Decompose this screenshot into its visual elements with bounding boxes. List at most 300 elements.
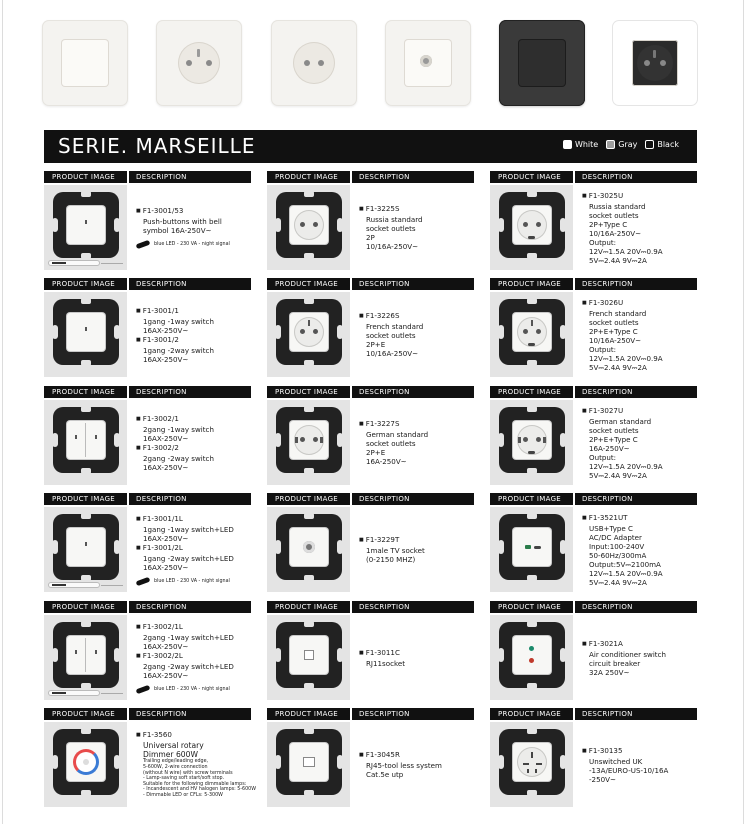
- product-code: ■ F1-3027U: [582, 406, 700, 417]
- led-note-text: blue LED - 230 VA - night signal: [154, 242, 230, 247]
- indicator-icon: [95, 650, 97, 654]
- usb-a-port-icon: [525, 545, 531, 549]
- description-header: DESCRIPTION: [359, 710, 410, 718]
- mounting-frame: [53, 622, 119, 688]
- frame-notch: [304, 683, 314, 689]
- frame-ear: [337, 218, 343, 232]
- earth-clip-icon: [543, 437, 546, 443]
- device-module: [67, 636, 105, 674]
- frame-ear: [52, 218, 58, 232]
- led-note-text: blue LED - 230 VA - night signal: [154, 578, 230, 584]
- spec-note: Trailing edge/leading edge,: [143, 759, 209, 765]
- usb-c-port-icon: [534, 546, 541, 549]
- description-header: DESCRIPTION: [136, 388, 187, 396]
- cell-header: [490, 171, 697, 183]
- frame-notch: [304, 191, 314, 197]
- frame-ear: [560, 325, 566, 339]
- product-cell: [490, 386, 697, 480]
- mounting-frame: [53, 407, 119, 473]
- frame-notch: [304, 360, 314, 366]
- spec-line: 5V⎓2.4A 9V⎓2A: [589, 362, 647, 372]
- spec-line: Cat.5e utp: [366, 770, 404, 779]
- spec-note: - Dimmable LED or CFLs: 5-300W: [143, 792, 223, 798]
- device-module: [290, 206, 328, 244]
- frame-ear: [560, 648, 566, 662]
- spec-line: 2P+E: [366, 340, 386, 349]
- device-module: [513, 206, 551, 244]
- spec-line: 10/16A-250V~: [366, 349, 419, 358]
- spec-line: -13A/EURO-US-10/16A: [589, 765, 669, 775]
- description-header: DESCRIPTION: [359, 603, 410, 611]
- frame-ear: [52, 648, 58, 662]
- product-description: [582, 722, 700, 807]
- product-code: ■ F1-3026U: [582, 298, 700, 309]
- product-cell: [490, 601, 697, 677]
- product-description: [582, 615, 700, 700]
- mounting-frame: [499, 192, 565, 258]
- frame-ear: [498, 648, 504, 662]
- product-code: ■ F1-3021A: [582, 639, 700, 650]
- led-cable: [48, 582, 100, 588]
- product-image-header: PRODUCT IMAGE: [267, 386, 352, 398]
- spec-line: 12V⎓1.5A 20V⎓0.9A: [589, 246, 663, 256]
- spec-line: 2P+Type C: [589, 219, 628, 229]
- spec-line: Universal rotary: [143, 741, 204, 751]
- right-border: [743, 0, 744, 824]
- spec-line: 1gang -1way switch: [143, 316, 214, 326]
- socket-icon: [294, 317, 324, 347]
- frame-ear: [52, 755, 58, 769]
- product-image: [490, 292, 573, 377]
- frame-ear: [52, 325, 58, 339]
- socket-hole-icon: [536, 222, 541, 227]
- product-code: ■ F1-3226S: [359, 311, 477, 322]
- spec-line: 1male TV socket: [366, 546, 425, 555]
- frame-notch: [81, 468, 91, 474]
- device-module: [67, 421, 105, 459]
- product-code: ■ F1-3225S: [359, 204, 477, 215]
- spec-line: 1gang -1way switch+LED: [143, 524, 234, 534]
- spec-line: French standard: [589, 308, 647, 318]
- spec-line: symbol 16A-250V~: [143, 226, 212, 235]
- frame-ear: [114, 540, 120, 554]
- spec-line: socket outlets: [589, 210, 639, 220]
- frame-ear: [498, 218, 504, 232]
- led-plug-icon: [136, 240, 151, 249]
- product-image: [44, 615, 127, 700]
- spec-line: German standard: [589, 416, 652, 426]
- product-image: [490, 185, 573, 270]
- spec-line: Input:100-240V: [589, 541, 645, 551]
- product-cell: [267, 278, 474, 358]
- spec-line: Push-buttons with bell: [143, 217, 222, 226]
- spec-line: 16AX-250V~: [143, 433, 189, 443]
- device-module: [290, 313, 328, 351]
- spec-line: 2gang -1way switch: [143, 424, 214, 434]
- spec-line: 50-60Hz/300mA: [589, 550, 647, 560]
- spec-line: 5V⎓2.4A 9V⎓2A: [589, 255, 647, 265]
- spec-line: 5V⎓2.4A 9V⎓2A: [589, 577, 647, 587]
- spec-note: (without N wire) with screw terminals: [143, 770, 233, 776]
- product-image-header: PRODUCT IMAGE: [490, 171, 575, 183]
- product-description: [359, 400, 477, 485]
- product-code: ■ F1-3025U: [582, 191, 700, 202]
- socket-slot-icon: [531, 752, 533, 758]
- mounting-frame: [276, 299, 342, 365]
- product-description: [582, 185, 700, 270]
- product-image-header: PRODUCT IMAGE: [490, 278, 575, 290]
- frame-notch: [304, 728, 314, 734]
- product-code: ■ F1-3001/1: [136, 306, 254, 317]
- mounting-frame: [53, 514, 119, 580]
- frame-ear: [275, 540, 281, 554]
- product-code: ■ F1-3002/2L: [136, 651, 254, 662]
- description-header: DESCRIPTION: [582, 280, 633, 288]
- device-module: [513, 421, 551, 459]
- frame-notch: [81, 298, 91, 304]
- product-image-header: PRODUCT IMAGE: [267, 171, 352, 183]
- product-code: ■ F1-3560: [136, 730, 254, 741]
- indicator-icon: [85, 327, 87, 331]
- device-module: [67, 528, 105, 566]
- frame-notch: [81, 406, 91, 412]
- product-image-header: PRODUCT IMAGE: [267, 493, 352, 505]
- spec-line: socket outlets: [589, 317, 639, 327]
- product-image: [490, 615, 573, 700]
- spec-line: 5V⎓2.4A 9V⎓2A: [589, 470, 647, 480]
- spec-line: Output:: [589, 452, 617, 462]
- product-cell: [44, 493, 251, 584]
- frame-notch: [81, 683, 91, 689]
- product-code: ■ F1-3229T: [359, 535, 477, 546]
- usb-c-port-icon: [528, 236, 535, 239]
- socket-hole-icon: [313, 329, 318, 334]
- product-description: [359, 615, 477, 700]
- product-image-header: PRODUCT IMAGE: [267, 601, 352, 613]
- frame-ear: [560, 540, 566, 554]
- spec-line: 10/16A-250V~: [366, 242, 419, 251]
- frame-notch: [527, 191, 537, 197]
- device-module: [67, 313, 105, 351]
- spec-line: circuit breaker: [589, 658, 641, 668]
- color-legend: [563, 140, 679, 149]
- product-image-header: PRODUCT IMAGE: [267, 278, 352, 290]
- left-border: [2, 0, 3, 824]
- product-image-header: PRODUCT IMAGE: [490, 386, 575, 398]
- mounting-frame: [53, 299, 119, 365]
- product-photo-french-socket-white: [156, 20, 242, 106]
- led-note: [136, 685, 254, 694]
- description-header: DESCRIPTION: [136, 173, 187, 181]
- spec-line: 32A 250V~: [589, 667, 630, 677]
- mounting-frame: [276, 407, 342, 473]
- frame-notch: [304, 298, 314, 304]
- red-led-icon: [529, 658, 534, 663]
- product-image-header: PRODUCT IMAGE: [44, 171, 129, 183]
- description-header: DESCRIPTION: [136, 603, 187, 611]
- socket-hole-icon: [523, 437, 528, 442]
- frame-notch: [81, 360, 91, 366]
- spec-line: 16AX-250V~: [143, 670, 189, 680]
- description-header: DESCRIPTION: [582, 495, 633, 503]
- product-image-header: PRODUCT IMAGE: [44, 493, 129, 505]
- socket-hole-icon: [300, 329, 305, 334]
- socket-slot-icon: [536, 763, 542, 765]
- cell-header: [267, 601, 474, 613]
- product-image: [44, 507, 127, 592]
- description-header: DESCRIPTION: [136, 495, 187, 503]
- spec-line: Dimmer 600W: [143, 750, 198, 760]
- spec-note: 5-600W, 2-wire connection: [143, 765, 208, 771]
- spec-line: 16AX-250V~: [143, 562, 189, 572]
- frame-ear: [560, 433, 566, 447]
- series-title-bar: [44, 130, 697, 163]
- mounting-frame: [276, 514, 342, 580]
- description-header: DESCRIPTION: [359, 388, 410, 396]
- frame-ear: [275, 433, 281, 447]
- black-swatch-icon: [645, 140, 654, 149]
- product-image: [44, 400, 127, 485]
- led-note: [136, 577, 254, 586]
- spec-line: 12V⎓1.5A 20V⎓0.9A: [589, 461, 663, 471]
- spec-line: French standard: [366, 322, 424, 331]
- frame-notch: [81, 575, 91, 581]
- rj45-jack-icon: [303, 757, 315, 767]
- product-cell: [267, 386, 474, 466]
- legend-label: White: [574, 140, 599, 149]
- frame-notch: [527, 406, 537, 412]
- socket-icon: [294, 210, 324, 240]
- product-image-header: PRODUCT IMAGE: [44, 386, 129, 398]
- earth-pin-icon: [531, 320, 533, 326]
- spec-line: (0-2150 MHZ): [366, 555, 416, 564]
- device-module: [67, 743, 105, 781]
- frame-notch: [81, 513, 91, 519]
- cell-header: [267, 171, 474, 183]
- gray-swatch-icon: [606, 140, 615, 149]
- spec-line: 10/16A-250V~: [589, 228, 642, 238]
- product-code: ■ F1-3002/2: [136, 443, 254, 454]
- cell-header: [44, 493, 251, 505]
- frame-notch: [527, 360, 537, 366]
- product-description: [136, 400, 254, 485]
- rotary-dimmer-icon: [73, 749, 99, 775]
- product-image-header: PRODUCT IMAGE: [44, 708, 129, 720]
- spec-line: AC/DC Adapter: [589, 532, 642, 542]
- cell-header: [490, 493, 697, 505]
- product-description: [136, 615, 254, 700]
- frame-ear: [560, 218, 566, 232]
- product-cell: [490, 708, 697, 784]
- frame-ear: [498, 433, 504, 447]
- product-code: ■ F1-3001/2L: [136, 543, 254, 554]
- page-title: SERIE. MARSEILLE: [58, 134, 256, 158]
- product-image-header: PRODUCT IMAGE: [490, 708, 575, 720]
- frame-notch: [81, 253, 91, 259]
- mounting-frame: [53, 729, 119, 795]
- description-header: DESCRIPTION: [582, 710, 633, 718]
- spec-line: 2P+E: [366, 448, 386, 457]
- cell-header: [490, 601, 697, 613]
- mounting-frame: [499, 729, 565, 795]
- legend-label: Black: [657, 140, 679, 149]
- frame-ear: [560, 755, 566, 769]
- frame-ear: [114, 325, 120, 339]
- frame-ear: [498, 755, 504, 769]
- frame-notch: [527, 253, 537, 259]
- spec-line: Russia standard: [366, 215, 423, 224]
- product-image: [267, 507, 350, 592]
- spec-line: RJ45-tool less system: [366, 761, 442, 770]
- product-image: [267, 722, 350, 807]
- product-cell: [490, 493, 697, 587]
- spec-line: 2gang -1way switch+LED: [143, 632, 234, 642]
- frame-ear: [337, 540, 343, 554]
- product-image: [44, 185, 127, 270]
- spec-line: socket outlets: [366, 331, 416, 340]
- product-description: [359, 722, 477, 807]
- spec-line: Output:: [589, 237, 617, 247]
- product-cell: [490, 278, 697, 372]
- cell-header: [267, 278, 474, 290]
- cell-header: [44, 708, 251, 720]
- product-cell: [44, 171, 251, 247]
- socket-hole-icon: [313, 222, 318, 227]
- product-code: ■ F1-3011C: [359, 648, 477, 659]
- product-photo-socket-gray: [271, 20, 357, 106]
- spec-line: 16AX-250V~: [143, 533, 189, 543]
- product-cell: [44, 386, 251, 472]
- indicator-icon: [85, 220, 87, 224]
- product-code: ■ F1-3001/2: [136, 335, 254, 346]
- frame-notch: [304, 790, 314, 796]
- mounting-frame: [53, 192, 119, 258]
- spec-line: -250V~: [589, 774, 616, 784]
- frame-notch: [527, 790, 537, 796]
- product-code: ■ F1-3001/53: [136, 206, 254, 217]
- device-module: [290, 421, 328, 459]
- frame-ear: [498, 325, 504, 339]
- frame-notch: [81, 621, 91, 627]
- spec-line: socket outlets: [366, 439, 416, 448]
- description-header: DESCRIPTION: [582, 173, 633, 181]
- spec-line: Output:: [589, 344, 617, 354]
- frame-ear: [52, 540, 58, 554]
- description-header: DESCRIPTION: [359, 173, 410, 181]
- product-code: ■ F1-3002/1L: [136, 622, 254, 633]
- device-module: [513, 528, 551, 566]
- spec-line: 2P+E+Type C: [589, 434, 638, 444]
- product-cell: [490, 171, 697, 265]
- socket-hole-icon: [300, 222, 305, 227]
- spec-line: 2P: [366, 233, 375, 242]
- product-image: [490, 722, 573, 807]
- mounting-frame: [276, 192, 342, 258]
- description-header: DESCRIPTION: [136, 710, 187, 718]
- product-description: [582, 292, 700, 377]
- socket-hole-icon: [536, 329, 541, 334]
- product-image: [267, 400, 350, 485]
- frame-ear: [337, 755, 343, 769]
- spec-line: socket outlets: [366, 224, 416, 233]
- product-image-header: PRODUCT IMAGE: [490, 601, 575, 613]
- frame-ear: [337, 325, 343, 339]
- device-module: [290, 528, 328, 566]
- product-code: ■ F1-3521UT: [582, 513, 700, 524]
- spec-line: 16AX-250V~: [143, 325, 189, 335]
- product-description: [359, 185, 477, 270]
- frame-ear: [275, 648, 281, 662]
- led-note: [136, 240, 254, 249]
- frame-notch: [527, 621, 537, 627]
- legend-item-black: [645, 140, 679, 149]
- device-module: [513, 743, 551, 781]
- frame-ear: [337, 648, 343, 662]
- cell-header: [490, 278, 697, 290]
- frame-ear: [275, 755, 281, 769]
- earth-pin-icon: [308, 320, 310, 326]
- led-plug-icon: [136, 576, 151, 585]
- device-module: [513, 636, 551, 674]
- spec-line: German standard: [366, 430, 429, 439]
- product-image: [490, 400, 573, 485]
- product-code: ■ F1-3002/1: [136, 414, 254, 425]
- product-cell: [267, 171, 474, 251]
- frame-notch: [304, 406, 314, 412]
- led-cable: [48, 260, 100, 266]
- indicator-icon: [75, 650, 77, 654]
- frame-notch: [81, 191, 91, 197]
- spec-line: RJ11socket: [366, 658, 405, 668]
- frame-notch: [304, 253, 314, 259]
- description-header: DESCRIPTION: [582, 388, 633, 396]
- spec-line: socket outlets: [589, 425, 639, 435]
- product-image: [490, 507, 573, 592]
- product-cell: [44, 708, 256, 798]
- socket-hole-icon: [313, 437, 318, 442]
- cell-header: [267, 708, 474, 720]
- spec-line: Russia standard: [589, 201, 646, 211]
- led-cable: [48, 690, 100, 696]
- frame-ear: [114, 433, 120, 447]
- spec-line: Air conditioner switch: [589, 649, 666, 659]
- product-photo-tv-socket: [385, 20, 471, 106]
- socket-slot-icon: [527, 769, 529, 773]
- device-module: [513, 313, 551, 351]
- led-plug-icon: [136, 684, 151, 693]
- earth-clip-icon: [518, 437, 521, 443]
- product-code: ■ F1-3001/1L: [136, 514, 254, 525]
- product-description: [582, 400, 700, 485]
- mounting-frame: [499, 622, 565, 688]
- frame-notch: [304, 575, 314, 581]
- frame-notch: [527, 575, 537, 581]
- product-description: [136, 185, 254, 270]
- product-image-header: PRODUCT IMAGE: [44, 278, 129, 290]
- frame-ear: [114, 648, 120, 662]
- frame-ear: [275, 218, 281, 232]
- mounting-frame: [276, 622, 342, 688]
- indicator-icon: [95, 435, 97, 439]
- product-description: [136, 292, 254, 377]
- legend-item-white: [563, 140, 598, 149]
- spec-line: 10/16A-250V~: [589, 335, 642, 345]
- spec-line: 16A-250V~: [366, 457, 407, 466]
- frame-notch: [304, 513, 314, 519]
- universal-socket-icon: [517, 747, 547, 777]
- product-photo-switch-white: [42, 20, 128, 106]
- socket-hole-icon: [523, 329, 528, 334]
